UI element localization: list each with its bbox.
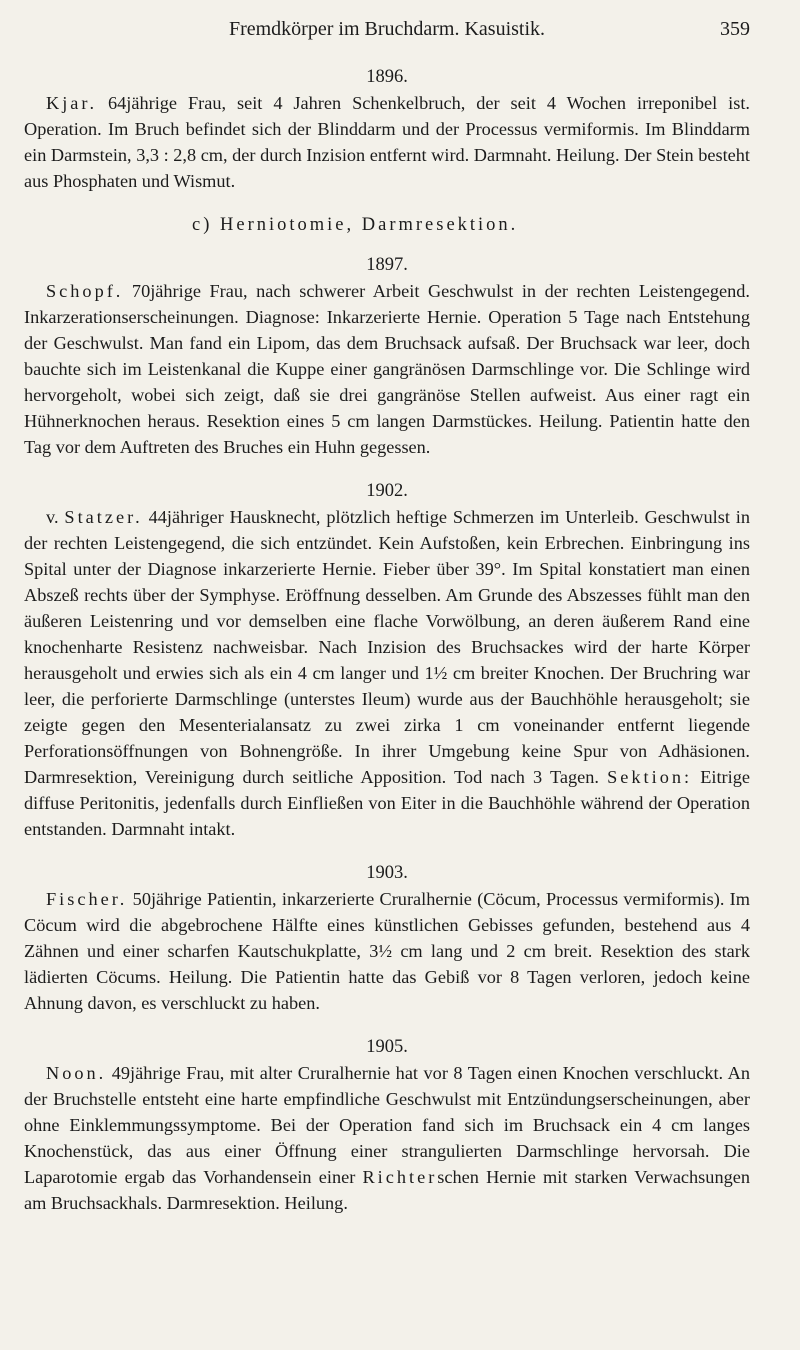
author-name: Schopf. — [46, 281, 124, 301]
section-heading: c) Herniotomie, Darmresektion. — [192, 215, 519, 235]
book-page — [0, 8, 800, 1350]
author-name: Noon. — [46, 1063, 107, 1083]
case-text: 44jähriger Hausknecht, plötzlich heftige Schmerzen im Unterleib. Geschwulst in der rechten Leistengegend, die sich entzündet. Kein Aufstoßen, kein Erbrechen. Einbringung ins Spital unter der Diagnose inkarzerierte Hernie. Fieber über 39°. Im Spital konstatiert man einen Abszeß rechts über der Symphyse. Eröffnung desselben. Am Grunde des Abszesses fühlt man den äußeren Leistenring und vor demselben eine flache Vorwölbung, an deren äußerem Rand eine knochenharte Resistenz nachweisbar. Nach Inzision des Bruchsackes wird der harte Körper herausgeholt und erwies sich als ein 4 cm langer und 1½ cm breiter Knochen. Der Bruchring war leer, die perforierte Darmschlinge (unterstes Ileum) wurde aus der Bauchhöhle herausgeholt; sie zeigte gegen den Mesenterialansatz zu zwei zirka 1 cm voneinander entfernt liegende Perforationsöffnungen von Bohnengröße. In ihrer Umgebung keine Spur von Adhäsionen. Darmresektion, Vereinigung durch seitliche Apposition. Tod nach 3 Tagen. — [24, 507, 750, 787]
author-name: Kjar. — [46, 93, 98, 113]
running-head-title: Fremdkörper im Bruchdarm. Kasuistik. — [228, 18, 546, 40]
case-text: 50jährige Patientin, inkarzerierte Cruralhernie (Cöcum, Processus vermiformis). Im Cöcum wird die abgebrochene Hälfte eines künstlichen Gebisses gefunden, bestehend aus 4 Zähnen und einer scharfen Kautschukplatte, 3½ cm lang und 2 cm breit. Resektion des stark lädierten Cöcums. Heilung. Die Patientin hatte das Gebiß vor 8 Tagen verloren, jedoch keine Ahnung davon, es verschluckt zu haben. — [24, 889, 750, 1013]
running-head — [24, 8, 750, 50]
case-paragraph — [24, 278, 750, 460]
case-text-continued: Eitrige diffuse Peritonitis, jedenfalls durch Einfließen von Eiter in die Bauchhöhle während der Operation entstanden. Darmnaht intakt. — [24, 767, 750, 839]
case-paragraph — [24, 504, 750, 842]
sektion-label: Sektion: — [607, 767, 693, 787]
case-paragraph — [24, 1060, 750, 1216]
case-text-continued: schen Hernie mit starken Verwachsungen am Bruchsackhals. Darmresektion. Heilung. — [24, 1167, 750, 1213]
author-name: Fischer. — [46, 889, 128, 909]
year-heading: 1905. — [366, 1037, 408, 1057]
case-text: 70jährige Frau, nach schwerer Arbeit Geschwulst in der rechten Leistengegend. Inkarzerationserscheinungen. Diagnose: Inkarzerierte Hernie. Operation 5 Tage nach Entstehung der Geschwulst. Man fand ein Lipom, das dem Bruchsack aufsaß. Der Bruchsack war leer, doch bauchte sich im Leistenkanal die Kuppe einer gangränösen Darmschlinge vor. Die Schlinge wird hervorgeholt, wobei sich zeigt, daß sie drei gangränöse Stellen aufweist. Aus einer ragt ein Hühnerknochen heraus. Resektion eines 5 cm langen Darmstückes. Heilung. Patientin hatte den Tag vor dem Auftreten des Bruches ein Huhn gegessen. — [24, 281, 750, 457]
author-name: Statzer. — [64, 507, 143, 527]
year-heading: 1903. — [366, 863, 408, 883]
year-heading: 1897. — [366, 255, 408, 275]
case-paragraph — [24, 90, 750, 194]
author-prefix: v. — [46, 507, 65, 527]
page-number: 359 — [720, 18, 750, 40]
case-text: 64jährige Frau, seit 4 Jahren Schenkelbruch, der seit 4 Wochen irreponibel ist. Operation. Im Bruch befindet sich der Blinddarm und der Processus vermiformis. Im Blinddarm ein Darmstein, 3,3 : 2,8 cm, der durch Inzision entfernt wird. Darmnaht. Heilung. Der Stein besteht aus Phosphaten und Wismut. — [24, 93, 750, 191]
referenced-name: Richter — [362, 1167, 438, 1187]
case-text: 49jährige Frau, mit alter Cruralhernie hat vor 8 Tagen einen Knochen verschluckt. An der Bruchstelle entsteht eine harte empfindliche Geschwulst mit Entzündungserscheinungen, aber ohne Einklemmungssymptome. Bei der Operation fand sich im Bruchsack ein 4 cm langes Knochenstück, das aus einer Öffnung einer strangulierten Darmschlinge hervorsah. Die Laparotomie ergab das Vorhandensein einer — [24, 1063, 750, 1187]
case-paragraph — [24, 886, 750, 1016]
year-heading: 1896. — [366, 67, 408, 87]
year-heading: 1902. — [366, 481, 408, 501]
